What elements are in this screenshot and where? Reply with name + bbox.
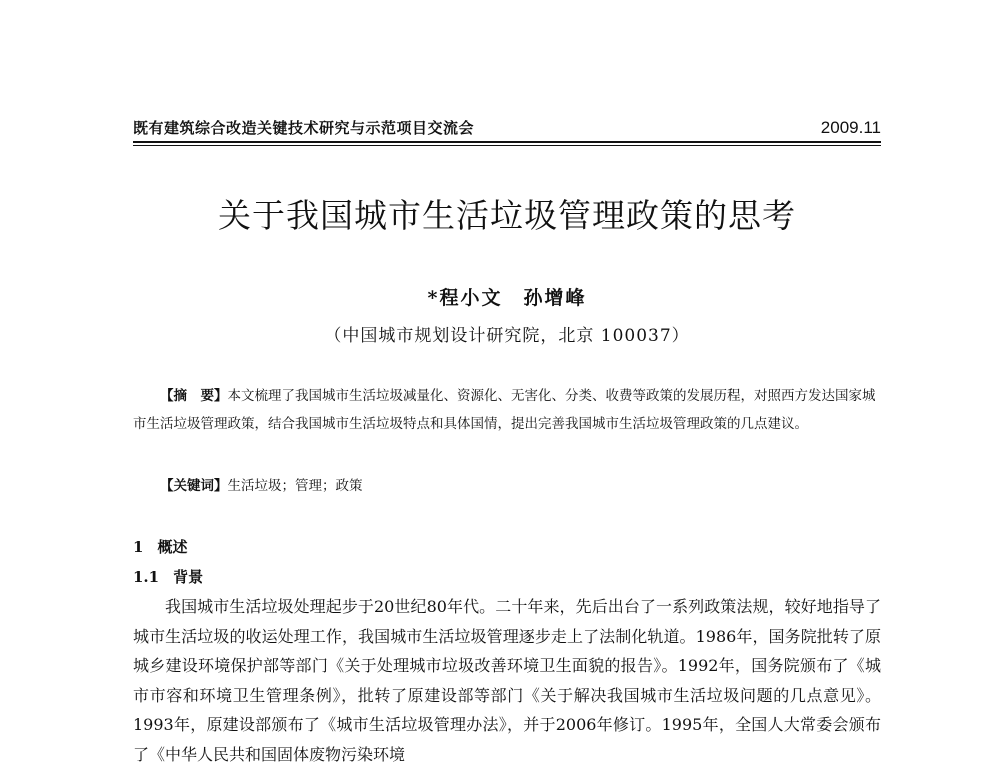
- section-heading-1-1: [133, 566, 203, 587]
- affiliation: （中国城市规划设计研究院，北京 100037）: [324, 326, 690, 346]
- conference-name: 既有建筑综合改造关键技术研究与示范项目交流会: [133, 119, 475, 137]
- section-title: 概述: [157, 538, 188, 556]
- keywords-label: 【关键词】: [160, 478, 228, 494]
- abstract: [133, 382, 881, 438]
- header-rule-thin: [133, 145, 881, 146]
- subsection-title: 背景: [173, 568, 204, 586]
- subsection-number: 1.1: [133, 568, 160, 586]
- issue-date: 2009.11: [820, 118, 881, 137]
- keywords: [133, 474, 881, 494]
- authors: *程小文 孙增峰: [427, 287, 587, 309]
- abstract-text: 本文梳理了我国城市生活垃圾减量化、资源化、无害化、分类、收费等政策的发展历程，对照西方发达国家城市生活垃圾管理政策，结合我国城市生活垃圾特点和具体国情，提出完善我国城市生活垃圾管理政策的几点建议。: [133, 388, 876, 432]
- paper-title: 关于我国城市生活垃圾管理政策的思考: [218, 196, 796, 235]
- keywords-text: 生活垃圾；管理；政策: [227, 478, 363, 494]
- abstract-label: 【摘 要】: [160, 388, 228, 404]
- section-number: 1: [133, 538, 144, 556]
- running-header: [133, 118, 881, 138]
- header-rule: [133, 141, 881, 143]
- section-heading-1: [133, 536, 187, 557]
- body-paragraph: 我国城市生活垃圾处理起步于20世纪80年代。二十年来，先后出台了一系列政策法规，较好地指导了城市生活垃圾的收运处理工作，我国城市生活垃圾管理逐步走上了法制化轨道。1986年，国务院批转了原城乡建设环境保护部等部门《关于处理城市垃圾改善环境卫生面貌的报告》。1992年，国务院颁布了《城市市容和环境卫生管理条例》，批转了原建设部等部门《关于解决我国城市生活垃圾问题的几点意见》。1993年，原建设部颁布了《城市生活垃圾管理办法》，并于2006年修订。1995年，全国人大常委会颁布了《中华人民共和国固体废物污染环境: [133, 597, 881, 764]
